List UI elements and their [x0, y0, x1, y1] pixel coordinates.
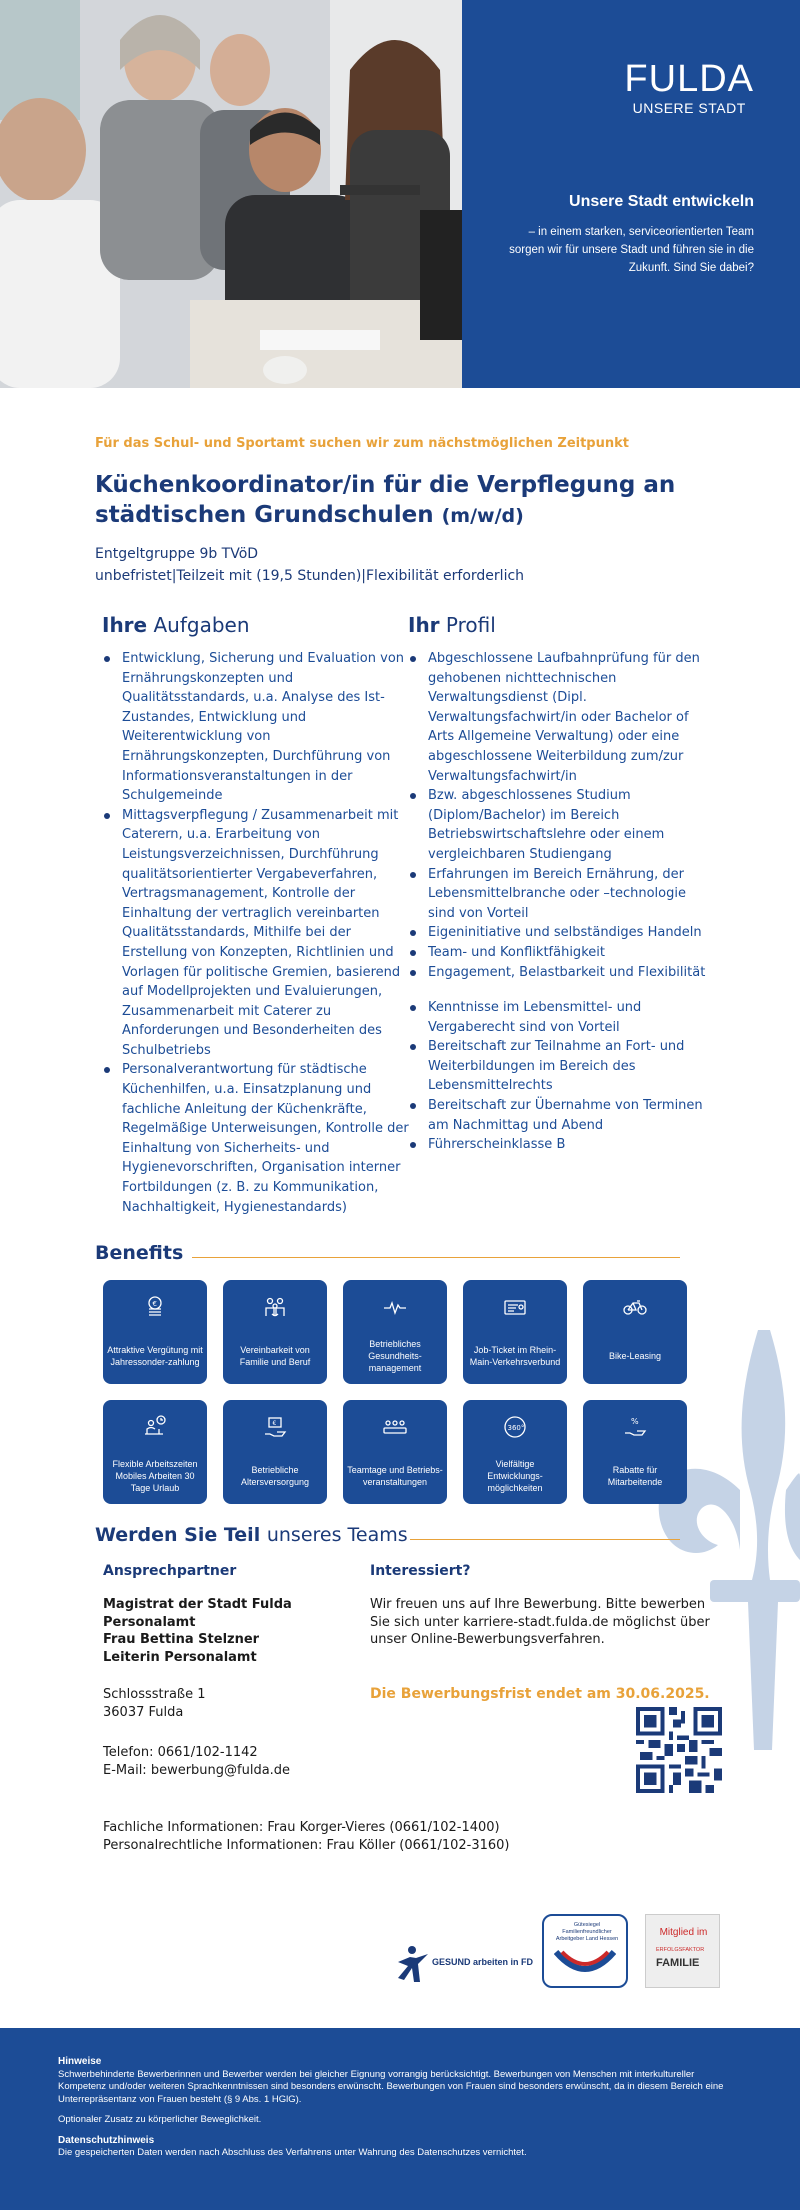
org-line: Frau Bettina Stelzner — [103, 1632, 260, 1647]
job-title — [95, 470, 695, 531]
address-block — [103, 1686, 206, 1721]
benefit-tile — [103, 1400, 207, 1504]
benefit-tile — [463, 1400, 567, 1504]
svg-text:%: % — [631, 1417, 639, 1426]
org-line: Magistrat der Stadt Fulda — [103, 1597, 292, 1612]
phone: Telefon: 0661/102-1142 — [103, 1745, 258, 1760]
benefit-label: Vielfältige Entwicklungs-möglichkeiten — [487, 1459, 543, 1493]
logo-name: FULDA — [624, 58, 754, 100]
contact-heading: Ansprechpartner — [103, 1563, 237, 1579]
erfolgsfaktor-familie-badge — [645, 1914, 720, 1988]
benefit-tile — [343, 1400, 447, 1504]
badge2-line: ERFOLGSFAKTOR — [656, 1947, 705, 1953]
logo-subtitle: UNSERE STADT — [632, 100, 746, 116]
job-title-suffix: (m/w/d) — [441, 505, 524, 527]
job-conditions: unbefristet|Teilzeit mit (19,5 Stunden)|Flexibilität erforderlich — [95, 568, 525, 584]
benefit-label: Betriebliche Altersversorgung — [240, 1465, 310, 1487]
org-line: Personalamt — [103, 1614, 196, 1630]
aufgaben-heading-light: Aufgaben — [153, 613, 250, 637]
team-photo — [0, 0, 462, 388]
badge1-text: Gütesiegel Familienfreundlicher Arbeitgeber Land Hessen — [555, 1922, 619, 1942]
profil-heading-bold: Ihr — [408, 613, 440, 637]
hinweise-heading: Hinweise — [58, 2056, 102, 2067]
benefits-heading: Benefits — [95, 1242, 184, 1264]
coin-stack-icon — [142, 1294, 168, 1320]
info-contacts — [103, 1819, 510, 1854]
aufgaben-heading — [102, 613, 412, 637]
team-divider — [410, 1539, 680, 1540]
deadline-text: Die Bewerbungsfrist endet am 30.06.2025. — [370, 1686, 710, 1702]
interest-heading: Interessiert? — [370, 1563, 471, 1579]
benefit-tile — [463, 1280, 567, 1384]
ticket-icon — [502, 1294, 528, 1320]
list-item: Engagement, Belastbarkeit und Flexibilität — [408, 963, 708, 983]
benefit-label: Betriebliches Gesundheits-management — [368, 1339, 422, 1373]
benefit-tile — [583, 1280, 687, 1384]
list-item: Erfahrungen im Bereich Ernährung, der Lebensmittelbranche oder –technologie sind von Vorteil — [408, 865, 708, 924]
benefit-label: Job-Ticket im Rhein-Main-Verkehrsverbund — [469, 1345, 561, 1367]
contact-block — [103, 1744, 290, 1779]
city: 36037 Fulda — [103, 1704, 184, 1720]
list-item: Abgeschlossene Laufbahnprüfung für den gehobenen nichttechnischen Verwaltungsdienst (Dipl. Verwaltungsfachwirt/in oder Bachelor of Arts Allgemeine Verwaltung) oder eine abgeschlossene Weiterbildung zum/zur Verwaltungsfachwirt/in — [408, 649, 708, 786]
svg-text:360°: 360° — [507, 1424, 525, 1432]
fulda-logo — [624, 60, 754, 116]
list-item: Personalverantwortung für städtische Küchenhilfen, u.a. Einsatzplanung und fachliche Anleitung der Küchenkräfte, Regelmäßige Unterweisungen, Kontrolle der Einhaltung von Sicherheits- und Hygienevorschriften, Organisation interner Fortbildungen (z. B. zu Kommunikation, Nachhaltigkeit, Hygienestandards) — [102, 1060, 412, 1217]
360-icon — [502, 1414, 528, 1440]
benefit-label: Flexible Arbeitszeiten Mobiles Arbeiten 30 Tage Urlaub — [112, 1459, 198, 1493]
benefit-tile — [103, 1280, 207, 1384]
badge2-heading: Mitglied im — [659, 1927, 708, 1938]
job-meta — [95, 543, 524, 587]
fachlich-info: Fachliche Informationen: Frau Korger-Vieres (0661/102-1400) — [103, 1820, 500, 1835]
brand-headline: Unsere Stadt entwickeln — [569, 193, 754, 210]
team-heading — [95, 1524, 408, 1546]
benefit-label: Vereinbarkeit von Familie und Beruf — [239, 1345, 311, 1367]
list-item: Bereitschaft zur Teilnahme an Fort- und Weiterbildungen im Bereich des Lebensmittelrechts — [408, 1037, 708, 1096]
familienfreundlich-badge — [542, 1914, 628, 1988]
benefit-label: Bike-Leasing — [608, 1351, 662, 1361]
interest-text: Wir freuen uns auf Ihre Bewerbung. Bitte bewerben Sie sich unter karriere-stadt.fulda.de möglichst über unser Online-Bewerbungsverfahren. — [370, 1597, 710, 1647]
family-icon — [262, 1294, 288, 1320]
badge2-familie: FAMILIE — [656, 1957, 700, 1969]
pay-grade: Entgeltgruppe 9b TVöD — [95, 546, 259, 562]
aufgaben-list — [102, 649, 412, 1217]
org-block — [103, 1596, 292, 1666]
team-icon — [382, 1414, 408, 1440]
hinweise-text: Schwerbehinderte Bewerberinnen und Bewerber werden bei gleicher Eignung vorrangig berücksichtigt. Bewerbungen von Menschen mit interkultureller Kompetenz und/oder weiteren Sprachkenntnissen sind besonders erwünscht. Bewerbungen von Frauen sind besonders erwünscht, da in diesem Bereich eine Unterrepräsentanz von Frauen besteht (§ 9 Abs. 1 HGlG). — [58, 2068, 724, 2105]
benefit-tile — [343, 1280, 447, 1384]
datenschutz-heading: Datenschutzhinweis — [58, 2134, 155, 2146]
benefits-divider — [192, 1257, 680, 1258]
svg-text:€: € — [152, 1300, 157, 1308]
zusatz-text: Optionaler Zusatz zu körperlicher Beweglichkeit. — [58, 2114, 262, 2125]
profil-heading-light: Profil — [445, 613, 496, 637]
svg-text:€: € — [272, 1420, 277, 1427]
org-line: Leiterin Personalamt — [103, 1649, 257, 1665]
brand-panel — [462, 0, 800, 388]
aufgaben-column — [102, 613, 412, 1217]
list-item: Führerscheinklasse B — [408, 1135, 708, 1155]
benefit-label: Attraktive Vergütung mit Jahressonder-zahlung — [107, 1345, 203, 1367]
list-item: Mittagsverpflegung / Zusammenarbeit mit Caterern, u.a. Erarbeitung von Leistungsverzeichnissen, Durchführung qualitätsorientierter Vergabeverfahren, Vertragsmanagement, Kontrolle der Einhaltung der vertraglich vereinbarten Qualitätsstandards, Mithilfe bei der Erstellung von Konzepten, Richtlinien und Vorlagen für politische Gremien, basierend auf Modellprojekten und Evaluierungen, Zusammenarbeit mit Caterer zu Anforderungen und Besonderheiten des Schulbetriebs — [102, 806, 412, 1061]
team-heading-light: unseres Teams — [266, 1524, 408, 1546]
list-item: Entwicklung, Sicherung und Evaluation von Ernährungskonzepten und Qualitätsstandards, u.a. Analyse des Ist-Zustandes, Entwicklung und Weiterentwicklung von Ernährungskonzepten, Durchführung von Informationsveranstaltungen in der Schulgemeinde — [102, 649, 412, 806]
clock-desk-icon — [142, 1414, 168, 1440]
list-item: Bzw. abgeschlossenes Studium (Diplom/Bachelor) im Bereich Betriebswirtschaftslehre oder einem vergleichbaren Studiengang — [408, 786, 708, 864]
gesund-logo-text: GESUND arbeiten in FD — [432, 1957, 534, 1967]
hero-banner — [0, 0, 800, 388]
kicker-text: Für das Schul- und Sportamt suchen wir zum nächstmöglichen Zeitpunkt — [95, 436, 629, 451]
benefit-tile — [223, 1400, 327, 1504]
job-title-main: Küchenkoordinator/in für die Verpflegung an städtischen Grundschulen — [95, 472, 676, 528]
profil-list — [408, 649, 708, 1155]
list-item: Bereitschaft zur Übernahme von Terminen am Nachmittag und Abend — [408, 1096, 708, 1135]
qr-code[interactable] — [636, 1707, 722, 1793]
benefit-label: Teamtage und Betriebs-veranstaltungen — [347, 1465, 443, 1487]
street: Schlossstraße 1 — [103, 1687, 206, 1702]
heartbeat-icon — [382, 1294, 408, 1320]
profil-heading — [408, 613, 708, 637]
personal-info: Personalrechtliche Informationen: Frau Köller (0661/102-3160) — [103, 1837, 510, 1853]
email-link[interactable]: E-Mail: bewerbung@fulda.de — [103, 1762, 291, 1778]
benefit-tile — [223, 1280, 327, 1384]
benefits-grid — [103, 1280, 689, 1504]
team-heading-bold: Werden Sie Teil — [95, 1524, 261, 1546]
benefit-tile — [583, 1400, 687, 1504]
list-item: Kenntnisse im Lebensmittel- und Vergaberecht sind von Vorteil — [408, 998, 708, 1037]
team-photo-illustration — [0, 0, 462, 388]
aufgaben-heading-bold: Ihre — [102, 613, 148, 637]
bicycle-icon — [622, 1294, 648, 1320]
discount-hand-icon — [622, 1414, 648, 1440]
benefit-label: Rabatte für Mitarbeitende — [607, 1465, 663, 1487]
hand-savings-icon — [262, 1414, 288, 1440]
brand-text: – in einem starken, serviceorientierten Team sorgen wir für unsere Stadt und führen sie in die Zukunft. Sind Sie dabei? — [509, 226, 754, 274]
datenschutz-text: Die gespeicherten Daten werden nach Abschluss des Verfahrens unter Wahrung des Datenschutzes vernichtet. — [58, 2147, 527, 2158]
list-item: Team- und Konfliktfähigkeit — [408, 943, 708, 963]
footer — [0, 2028, 800, 2210]
profil-column — [408, 613, 708, 1155]
list-item: Eigeninitiative und selbständiges Handeln — [408, 923, 708, 943]
swoosh-icon — [554, 1946, 616, 1982]
